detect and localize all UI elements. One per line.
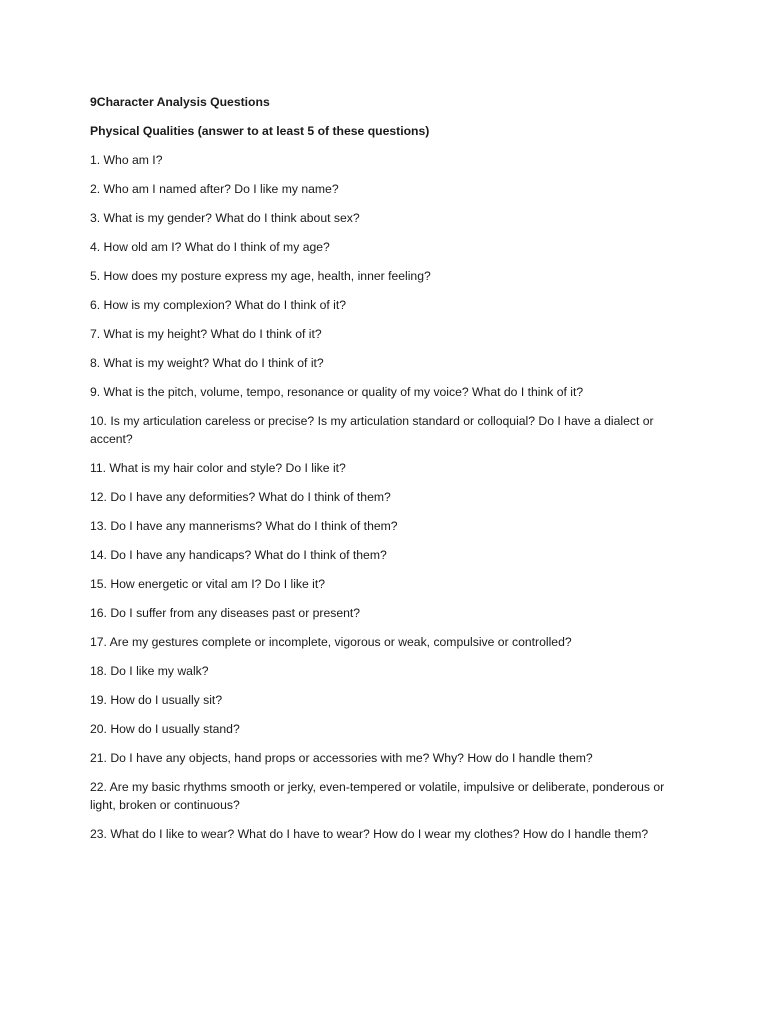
question-item: 17. Are my gestures complete or incomplete, vigorous or weak, compulsive or controlled? [90, 635, 572, 649]
question-item: 23. What do I like to wear? What do I have to wear? How do I wear my clothes? How do I handle them? [90, 827, 649, 841]
question-item: 9. What is the pitch, volume, tempo, resonance or quality of my voice? What do I think of it? [90, 385, 584, 399]
document-content [90, 93, 690, 854]
question-item: 12. Do I have any deformities? What do I think of them? [90, 490, 391, 504]
question-item: 16. Do I suffer from any diseases past or present? [90, 606, 361, 620]
question-item: 2. Who am I named after? Do I like my name? [90, 182, 339, 196]
section-title: Physical Qualities (answer to at least 5 of these questions) [90, 124, 430, 138]
question-item: 22. Are my basic rhythms smooth or jerky, even-tempered or volatile, impulsive or deliberate, ponderous or light, broken or continuous? [90, 780, 665, 812]
question-item: 7. What is my height? What do I think of it? [90, 327, 322, 341]
question-item: 10. Is my articulation careless or precise? Is my articulation standard or colloquial? Do I have a dialect or accent? [90, 414, 654, 446]
document-title: 9Character Analysis Questions [90, 95, 270, 109]
question-list [90, 151, 690, 843]
question-item: 20. How do I usually stand? [90, 722, 240, 736]
question-item: 4. How old am I? What do I think of my age? [90, 240, 330, 254]
question-item: 6. How is my complexion? What do I think of it? [90, 298, 347, 312]
question-item: 19. How do I usually sit? [90, 693, 223, 707]
question-item: 11. What is my hair color and style? Do I like it? [90, 461, 346, 475]
question-item: 5. How does my posture express my age, health, inner feeling? [90, 269, 431, 283]
question-item: 14. Do I have any handicaps? What do I think of them? [90, 548, 387, 562]
question-item: 13. Do I have any mannerisms? What do I think of them? [90, 519, 398, 533]
question-item: 15. How energetic or vital am I? Do I like it? [90, 577, 326, 591]
question-item: 8. What is my weight? What do I think of it? [90, 356, 324, 370]
question-item: 1. Who am I? [90, 153, 163, 167]
question-item: 3. What is my gender? What do I think about sex? [90, 211, 360, 225]
question-item: 21. Do I have any objects, hand props or accessories with me? Why? How do I handle them? [90, 751, 593, 765]
question-item: 18. Do I like my walk? [90, 664, 209, 678]
